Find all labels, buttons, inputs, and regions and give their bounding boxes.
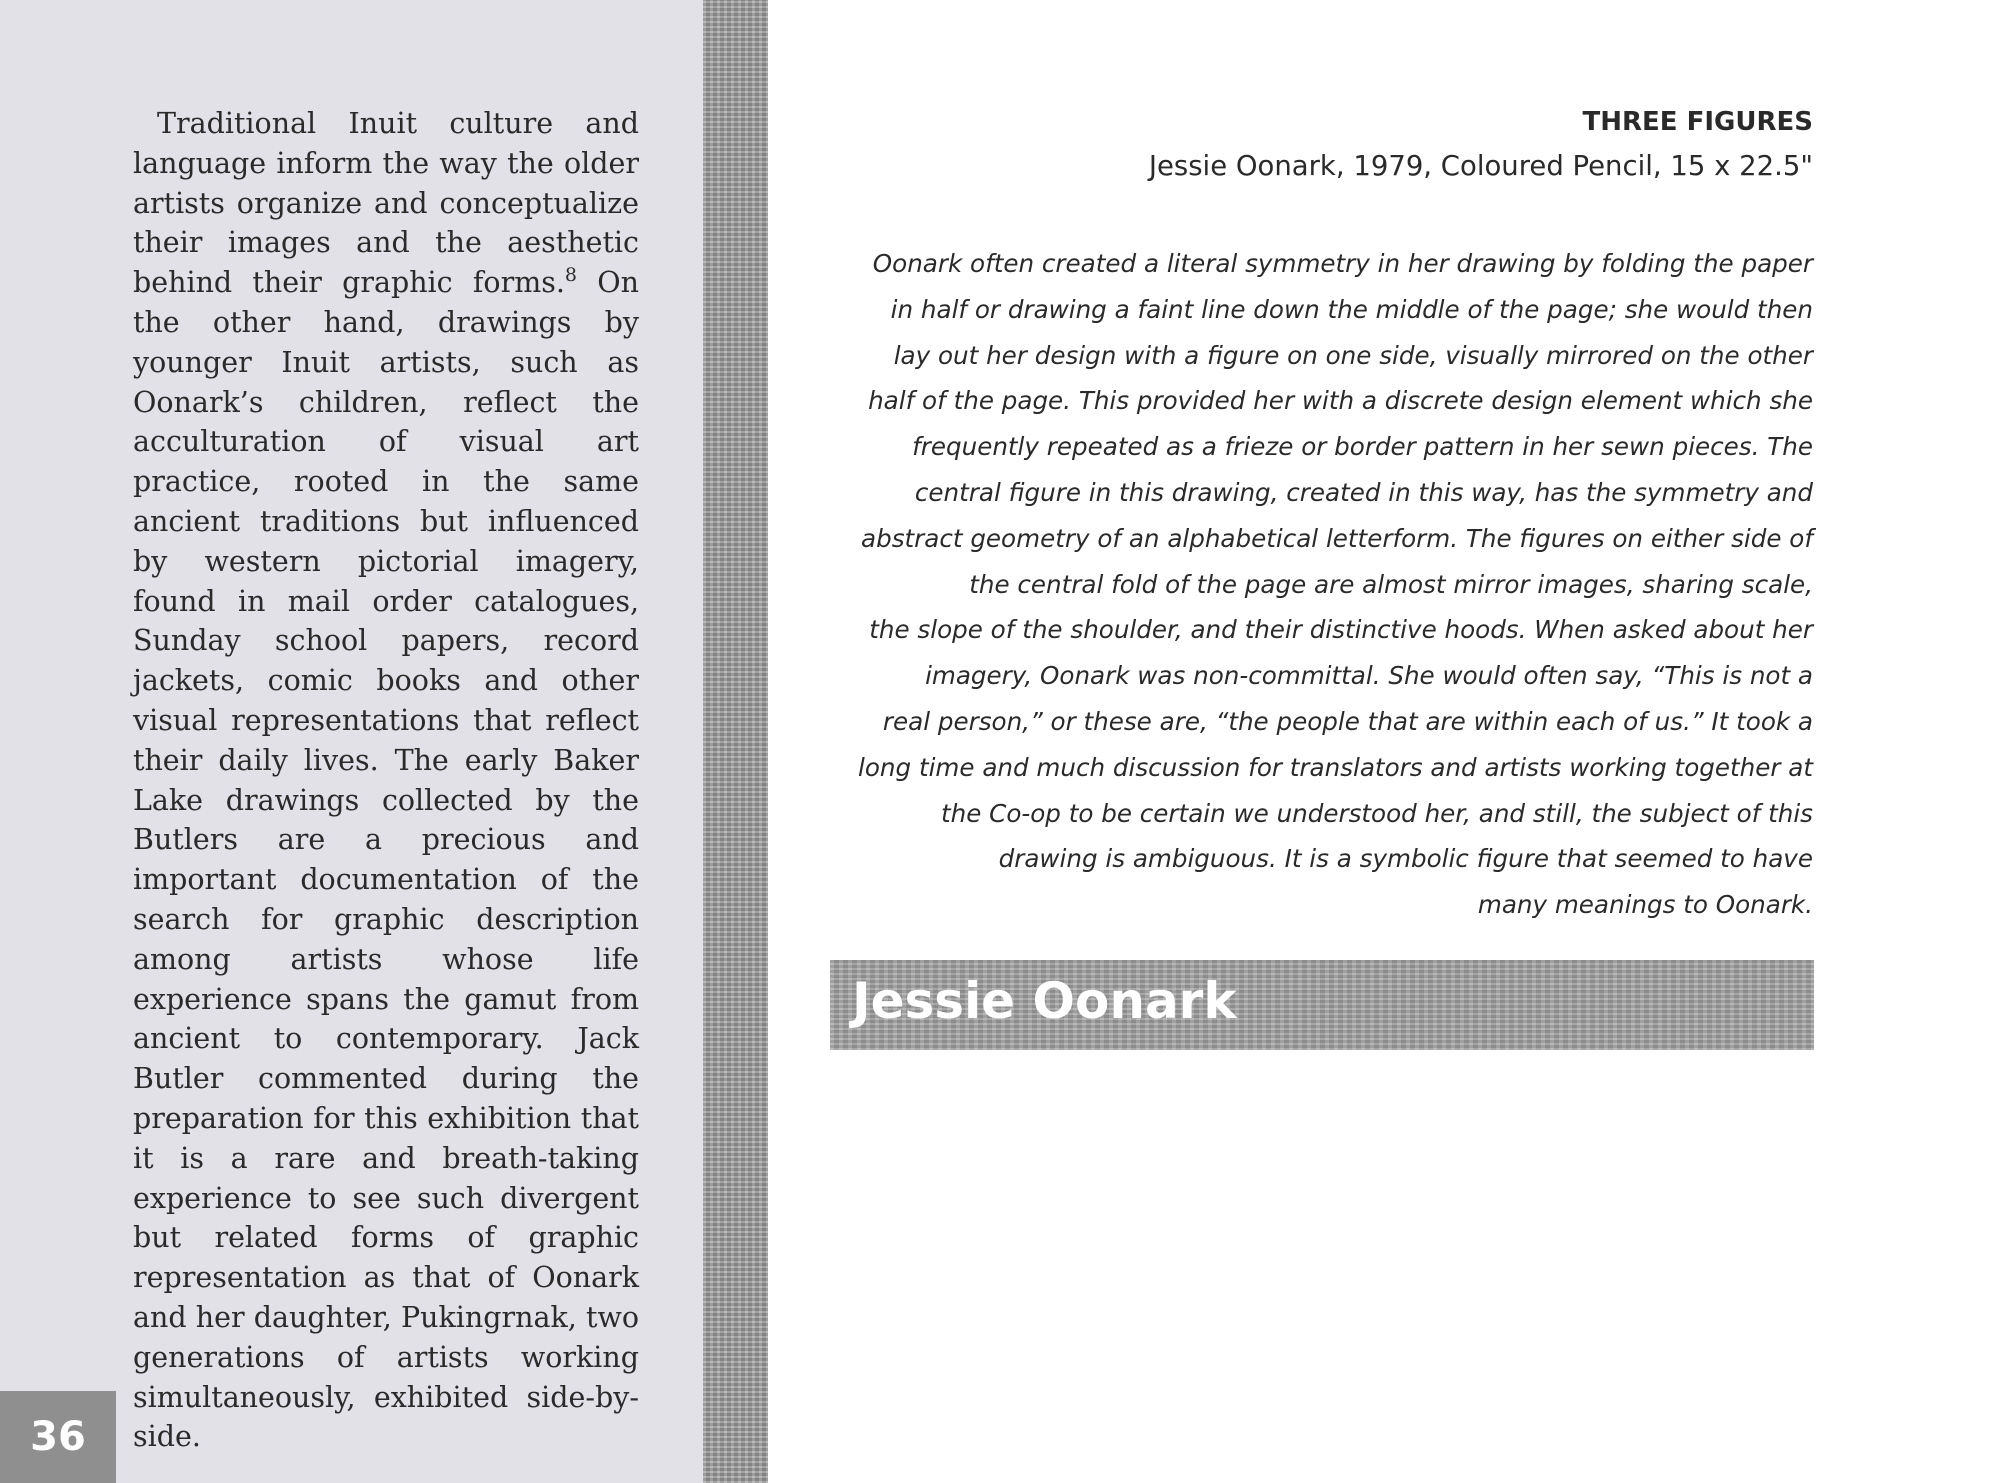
- description-line: long time and much discussion for translators and artists working together at: [858, 752, 1813, 782]
- essay-text-part-2: On the other hand, drawings by younger Inuit artists, such as Oonark’s children, reflect the acculturation of visual art practice, rooted in the same ancient traditions but influenced by western pictorial imagery, found in mail order catalogues, Sunday school papers, record jackets, comic books and other visual representations that reflect their daily lives. The early Baker Lake drawings collected by the Butlers are a precious and important documentation of the search for graphic description among artists whose life experience spans the gamut from ancient to contemporary. Jack Butler commented during the preparation for this exhibition that it is a rare and breath-taking experience to see such divergent but related forms of graphic representation as that of Oonark and her daughter, Pukingrnak, two generations of artists working simultaneously, exhibited side-by-side.: [133, 266, 639, 1454]
- essay-text-part-1: Traditional Inuit culture and language inform the way the older artists organize and conceptualize their images and the aesthetic behind their graphic forms.: [133, 107, 639, 300]
- artist-name: Jessie Oonark: [852, 972, 1237, 1030]
- footnote-reference: 8: [564, 264, 578, 287]
- artwork-credit: Jessie Oonark, 1979, Coloured Pencil, 15 x 22.5": [1148, 150, 1813, 182]
- description-line: many meanings to Oonark.: [1477, 890, 1813, 920]
- description-line: central figure in this drawing, created in this way, has the symmetry and: [914, 477, 1813, 507]
- description-line: Oonark often created a literal symmetry in her drawing by folding the paper: [872, 249, 1813, 278]
- description-line: in half or drawing a faint line down the middle of the page; she would then: [890, 294, 1813, 324]
- page-number: 36: [0, 1391, 116, 1483]
- description-line: frequently repeated as a frieze or border pattern in her sewn pieces. The: [912, 432, 1813, 462]
- description-line: lay out her design with a figure on one side, visually mirrored on the other: [893, 340, 1813, 370]
- description-line: abstract geometry of an alphabetical letterform. The figures on either side of: [861, 523, 1813, 553]
- essay-paragraph: [133, 104, 639, 1457]
- artwork-description: [815, 241, 1813, 928]
- description-line: drawing is ambiguous. It is a symbolic figure that seemed to have: [998, 844, 1813, 874]
- description-line: the slope of the shoulder, and their distinctive hoods. When asked about her: [869, 615, 1813, 645]
- description-line: real person,” or these are, “the people that are within each of us.” It took a: [882, 706, 1813, 736]
- description-line: half of the page. This provided her with a discrete design element which she: [868, 386, 1813, 416]
- artwork-title: THREE FIGURES: [1582, 107, 1813, 137]
- description-line: the Co-op to be certain we understood her, and still, the subject of this: [940, 798, 1813, 828]
- description-line: imagery, Oonark was non-committal. She would often say, “This is not a: [925, 661, 1813, 691]
- artist-name-banner: [830, 960, 1814, 1050]
- description-line: the central fold of the page are almost mirror images, sharing scale,: [969, 569, 1813, 599]
- gutter-texture-strip: [703, 0, 768, 1483]
